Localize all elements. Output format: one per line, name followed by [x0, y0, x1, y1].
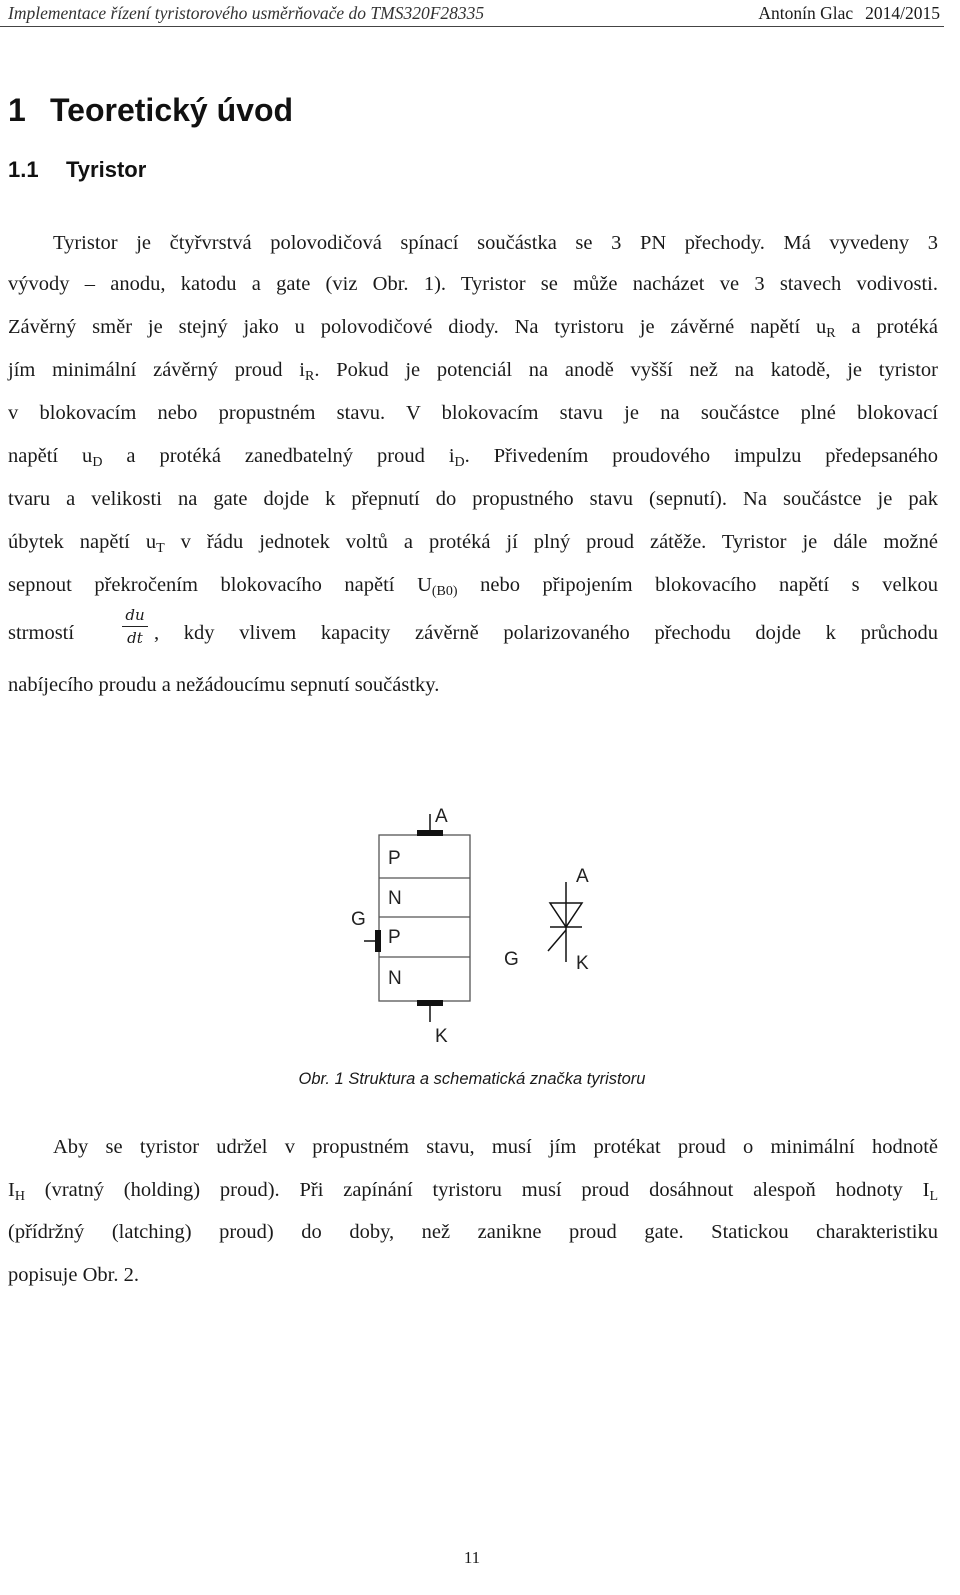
- paragraph-line: úbytek napětí $u_T$ v řádu jednotek voltů a protéká jí plný proud zátěže. Tyristor je dále možné: [8, 531, 938, 556]
- thyristor-symbol: [504, 866, 589, 974]
- cathode-label: K: [576, 953, 589, 974]
- fraction-bar: [122, 626, 148, 627]
- chapter-number: 1: [8, 92, 26, 128]
- author-and-year: [758, 3, 940, 24]
- cathode-label: K: [435, 1026, 448, 1047]
- section-heading: [8, 157, 146, 183]
- fraction-numerator: du: [125, 606, 145, 624]
- anode-label: A: [435, 806, 448, 827]
- chapter-heading: [8, 92, 293, 129]
- figure-caption: Obr. 1 Struktura a schematická značka tyristoru: [298, 1070, 646, 1088]
- paragraph-line: nabíjecího proudu a nežádoucímu sepnutí součástky.: [8, 674, 440, 696]
- section-title: Tyristor: [66, 157, 147, 182]
- paragraph-text: strmostí: [8, 622, 75, 644]
- layer-label: P: [388, 927, 401, 948]
- paragraph-line: v blokovacím nebo propustném stavu. V blokovacím stavu je na součástce plné blokovací: [8, 402, 938, 424]
- paragraph-line: vývody – anodu, katodu a gate (viz Obr. 1). Tyristor se může nacházet ve 3 stavech vodivosti.: [8, 273, 938, 295]
- gate-label: G: [351, 909, 366, 930]
- paragraph-line: tvaru a velikosti na gate dojde k přepnutí do propustného stavu (sepnutí). Na součástce je pak: [8, 488, 938, 510]
- paragraph-text: , kdy vlivem kapacity závěrně polarizovaného přechodu dojde k průchodu: [154, 622, 938, 644]
- anode-label: A: [576, 866, 589, 887]
- page-number: 11: [463, 1548, 481, 1567]
- paragraph-line: Závěrný směr je stejný jako u polovodičové diody. Na tyristoru je závěrné napětí $u_R$ a protéká: [8, 316, 938, 341]
- du-dt-fraction: [118, 604, 152, 649]
- author: Antonín Glac: [758, 3, 854, 23]
- paragraph-line: Aby se tyristor udržel v propustném stavu, musí jím protékat proud o minimální hodnotě: [53, 1136, 938, 1158]
- gate-label: G: [504, 949, 519, 970]
- chapter-title: Teoretický úvod: [50, 92, 294, 128]
- layer-label: N: [388, 888, 402, 909]
- paragraph-line: jím minimální závěrný proud $i_R$. Pokud je potenciál na anodě vyšší než na katodě, je tyristor: [8, 359, 938, 384]
- gate-lead: [548, 930, 566, 951]
- paragraph-line: napětí $u_D$ a protéká zanedbatelný proud $i_D$. Přivedením proudového impulzu předepsaného: [8, 445, 938, 470]
- layer-label: N: [388, 968, 402, 989]
- thyristor-figure: [330, 800, 630, 1050]
- fraction-denominator: dt: [127, 629, 143, 647]
- paragraph-line: $I_H$ (vratný (holding) proud). Při zapínání tyristoru musí proud dosáhnout alespoň hodnoty $I_L$: [8, 1179, 938, 1204]
- paragraph-line: popisuje Obr. 2.: [8, 1264, 139, 1286]
- running-header: [0, 0, 944, 27]
- document-title: Implementace řízení tyristorového usměrňovače do TMS320F28335: [8, 3, 485, 23]
- year: 2014/2015: [865, 3, 940, 23]
- thyristor-diagram: [330, 800, 630, 1050]
- paragraph-line: (přídržný (latching) proud) do doby, než zanikne proud gate. Statickou charakteristiku: [8, 1221, 938, 1243]
- paragraph-line: Tyristor je čtyřvrstvá polovodičová spínací součástka se 3 PN přechody. Má vyvedeny 3: [53, 232, 938, 254]
- paragraph-line: sepnout překročením blokovacího napětí $U_{(B0)}$ nebo připojením blokovacího napětí s velkou: [8, 574, 938, 599]
- paragraph-line: [8, 606, 938, 647]
- section-number: 1.1: [8, 157, 39, 182]
- thyristor-structure: [351, 806, 470, 1047]
- layer-label: P: [388, 848, 401, 869]
